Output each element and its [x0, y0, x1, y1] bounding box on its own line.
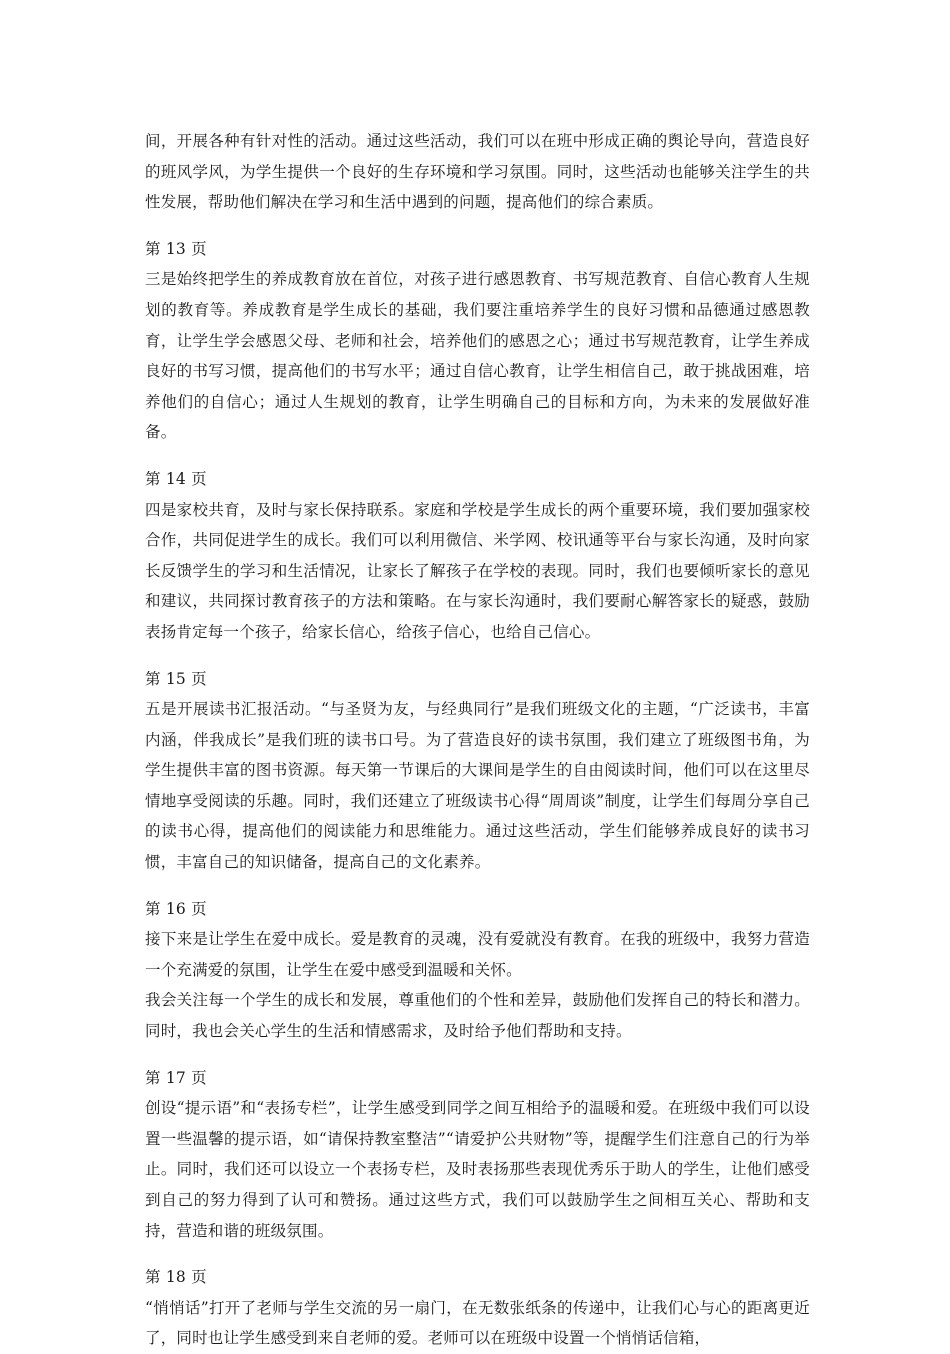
section-paragraph: 创设“提示语”和“表扬专栏”，让学生感受到同学之间互相给予的温暖和爱。在班级中我们可以设置一些温馨的提示语，如“请保持教室整洁”“请爱护公共财物”等，提醒学生们注意自己的行为举止。同时，我们还可以设立一个表扬专栏，及时表扬那些表现优秀乐于助人的学生，让他们感受到自己的努力得到了认可和赞扬。通过这些方式，我们可以鼓励学生之间相互关心、帮助和支持，营造和谐的班级氛围。 — [145, 1099, 810, 1240]
page-heading: 第 15 页 — [145, 669, 207, 688]
section-paragraph: 三是始终把学生的养成教育放在首位，对孩子进行感恩教育、书写规范教育、自信心教育人生规划的教育等。养成教育是学生成长的基础，我们要注重培养学生的良好习惯和品德通过感恩教育，让学生学会感恩父母、老师和社会，培养他们的感恩之心；通过书写规范教育，让学生养成良好的书写习惯，提高他们的书写水平；通过自信心教育，让学生相信自己，敢于挑战困难，培养他们的自信心；通过人生规划的教育，让学生明确自己的目标和方向，为未来的发展做好准备。 — [145, 270, 810, 442]
page-heading: 第 17 页 — [145, 1068, 207, 1087]
section-paragraph: 五是开展读书汇报活动。“与圣贤为友，与经典同行”是我们班级文化的主题，“广泛读书，丰富内涵，伴我成长”是我们班的读书口号。为了营造良好的读书氛围，我们建立了班级图书角，为学生提供丰富的图书资源。每天第一节课后的大课间是学生的自由阅读时间，他们可以在这里尽情地享受阅读的乐趣。同时，我们还建立了班级读书心得“周周谈”制度，让学生们每周分享自己的读书心得，提高他们的阅读能力和思维能力。通过这些活动，学生们能够养成良好的读书习惯，丰富自己的知识储备，提高自己的文化素养。 — [145, 700, 810, 872]
section-paragraph: 四是家校共育，及时与家长保持联系。家庭和学校是学生成长的两个重要环境，我们要加强家校合作，共同促进学生的成长。我们可以利用微信、米学网、校讯通等平台与家长沟通，及时向家长反馈学生的学习和生活情况，让家长了解孩子在学校的表现。同时，我们也要倾听家长的意见和建议，共同探讨教育孩子的方法和策略。在与家长沟通时，我们要耐心解答家长的疑惑，鼓励表扬肯定每一个孩子，给家长信心，给孩子信心，也给自己信心。 — [145, 500, 810, 641]
page-heading: 第 18 页 — [145, 1268, 207, 1287]
section-page-14 — [145, 464, 810, 648]
section-paragraph: 接下来是让学生在爱中成长。爱是教育的灵魂，没有爱就没有教育。在我的班级中，我努力营造一个充满爱的氛围，让学生在爱中感受到温暖和关怀。 — [145, 930, 810, 979]
section-paragraph: 我会关注每一个学生的成长和发展，尊重他们的个性和差异，鼓励他们发挥自己的特长和潜力。同时，我也会关心学生的生活和情感需求，及时给予他们帮助和支持。 — [145, 991, 810, 1041]
section-page-15 — [145, 664, 810, 878]
page-heading: 第 13 页 — [145, 239, 207, 258]
section-page-17 — [145, 1063, 810, 1247]
section-page-13 — [145, 234, 810, 448]
section-page-18 — [145, 1262, 810, 1354]
document-body — [145, 126, 810, 1354]
intro-paragraph: 间，开展各种有针对性的活动。通过这些活动，我们可以在班中形成正确的舆论导向，营造良好的班风学风，为学生提供一个良好的生存环境和学习氛围。同时，这些活动也能够关注学生的共性发展，帮助他们解决在学习和生活中遇到的问题，提高他们的综合素质。 — [145, 132, 810, 212]
section-page-16 — [145, 894, 810, 1047]
page-heading: 第 14 页 — [145, 469, 207, 488]
page-heading: 第 16 页 — [145, 899, 207, 918]
section-paragraph: “悄悄话”打开了老师与学生交流的另一扇门，在无数张纸条的传递中，让我们心与心的距离更近了，同时也让学生感受到来自老师的爱。老师可以在班级中设置一个悄悄话信箱， — [145, 1298, 810, 1348]
